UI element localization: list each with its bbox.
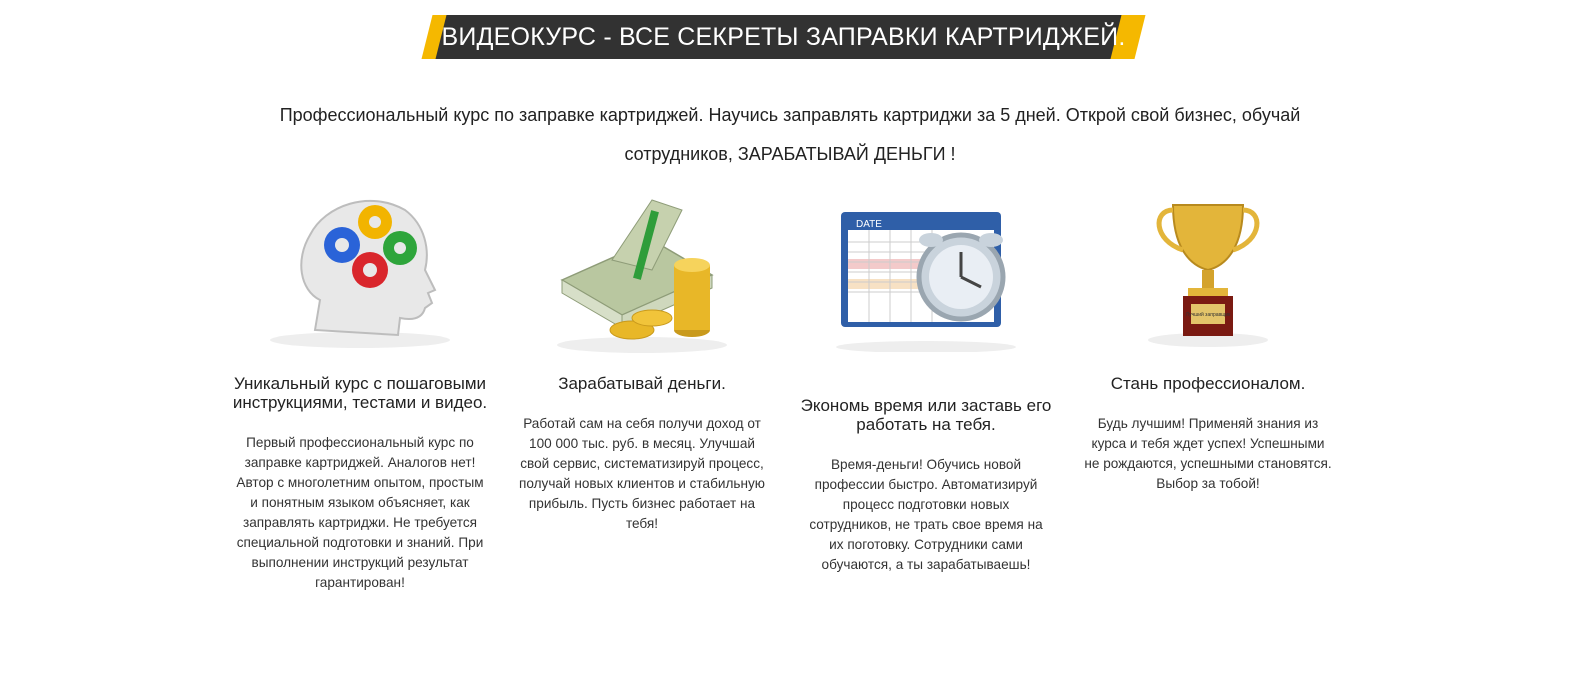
money-stack-icon	[512, 180, 772, 360]
feature-description: Работай сам на себя получи доход от 100 000 тыс. руб. в месяц. Улучшай свой сервис, систематизируй процесс, получай новых клиентов и стабильную прибыль. Пусть бизнес работает на тебя!	[518, 416, 765, 531]
feature-title: Экономь время или заставь его работать на тебя.	[800, 396, 1052, 434]
feature-title: Уникальный курс с пошаговыми инструкциями, тестами и видео.	[232, 374, 488, 412]
feature-card-earn-money	[512, 180, 772, 534]
calendar-clock-icon	[796, 202, 1056, 382]
feature-description: Первый профессиональный курс по заправке картриджей. Аналогов нет! Автор с многолетним опытом, простым и понятным языком объясняет, как заправлять картриджи. Не требуется специальной подготовки и знаний. При выполнении инструкций результат гарантирован!	[236, 435, 484, 590]
feature-title: Зарабатывай деньги.	[558, 374, 726, 393]
calendar-label: DATE	[856, 219, 882, 230]
feature-title: Стань профессионалом.	[1110, 374, 1306, 393]
brain-gears-icon	[230, 180, 490, 360]
plaque-label: Лучший заправщик	[1185, 312, 1231, 318]
trophy-icon	[1078, 180, 1338, 360]
intro-text: Профессиональный курс по заправке картриджей. Научись заправлять картриджи за 5 дней. Открой свой бизнес, обучай сотрудников, ЗАРАБАТЫВАЙ ДЕНЬГИ !	[279, 105, 1301, 164]
title-banner	[427, 15, 1140, 59]
feature-card-save-time	[796, 180, 1056, 575]
feature-description: Время-деньги! Обучись новой профессии быстро. Автоматизируй процесс подготовки новых сотрудников, не трать свое время на их поготовку. Сотрудники сами обучаются, а ты зарабатываешь!	[809, 457, 1043, 572]
feature-card-unique-course	[230, 180, 490, 593]
banner-title: ВИДЕОКУРС - ВСЕ СЕКРЕТЫ ЗАПРАВКИ КАРТРИДЖЕЙ.	[441, 23, 1126, 51]
feature-description: Будь лучшим! Применяй знания из курса и тебя ждет успех! Успешными не рождаются, успешными становятся. Выбор за тобой!	[1084, 416, 1332, 491]
feature-card-become-pro	[1078, 180, 1338, 494]
